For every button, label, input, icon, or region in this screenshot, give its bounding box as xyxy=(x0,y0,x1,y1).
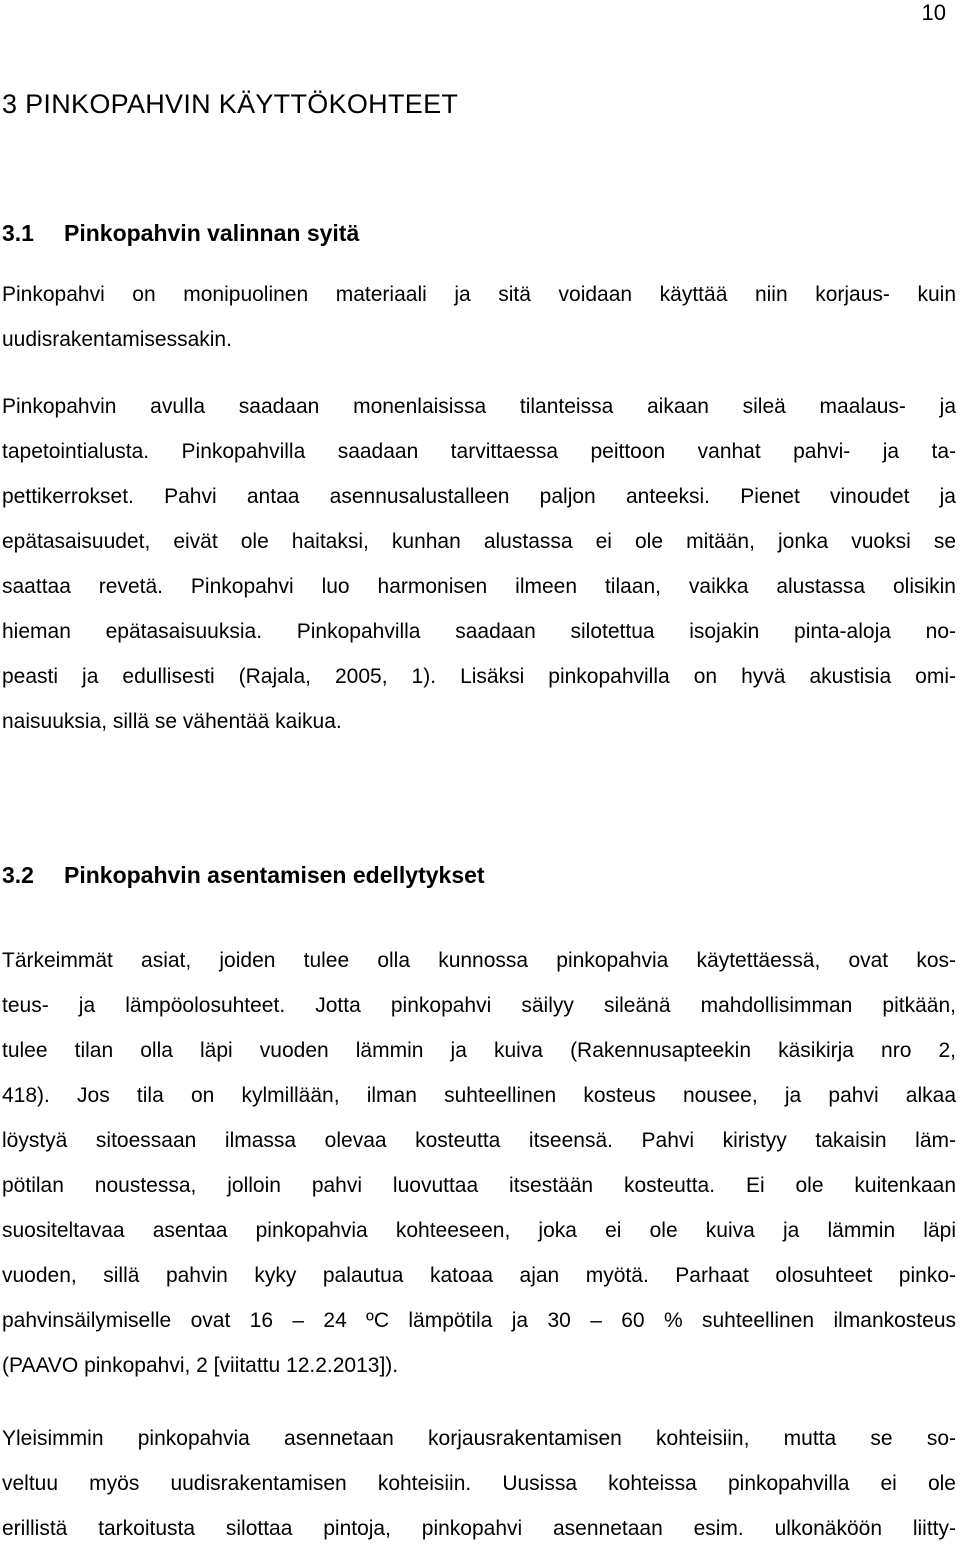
page-number: 10 xyxy=(921,0,946,25)
paragraph xyxy=(2,272,956,362)
text-line: teus- ja lämpöolosuhteet. Jotta pinkopahvi säilyy sileänä mahdollisimman pitkään, xyxy=(2,994,956,1017)
text-line: uudisrakentamisessakin. xyxy=(2,328,232,351)
text-line: Yleisimmin pinkopahvia asennetaan korjausrakentamisen kohteisiin, mutta se so- xyxy=(2,1427,956,1450)
text-line: löystyä sitoessaan ilmassa olevaa kosteutta itseensä. Pahvi kiristyy takaisin läm- xyxy=(2,1129,956,1152)
text-line: 418). Jos tila on kylmillään, ilman suhteellinen kosteus nousee, ja pahvi alkaa xyxy=(2,1084,956,1107)
text-line: suositeltavaa asentaa pinkopahvia kohteeseen, joka ei ole kuiva ja lämmin läpi xyxy=(2,1219,956,1242)
chapter-title: 3 PINKOPAHVIN KÄYTTÖKOHTEET xyxy=(2,89,459,119)
text-line: erillistä tarkoitusta silottaa pintoja, pinkopahvi asennetaan esim. ulkonäköön liitty- xyxy=(2,1517,956,1540)
text-line: tulee tilan olla läpi vuoden lämmin ja kuiva (Rakennusapteekin käsikirja nro 2, xyxy=(2,1039,956,1062)
text-line: naisuuksia, sillä se vähentää kaikua. xyxy=(2,710,342,733)
text-line: peasti ja edullisesti (Rajala, 2005, 1). Lisäksi pinkopahvilla on hyvä akustisia omi- xyxy=(2,665,956,688)
text-line: pötilan noustessa, jolloin pahvi luovuttaa itsestään kosteutta. Ei ole kuitenkaan xyxy=(2,1174,956,1197)
section-title: Pinkopahvin valinnan syitä xyxy=(64,220,360,246)
section-number: 3.1 xyxy=(2,220,34,246)
section-heading-3-2 xyxy=(2,860,485,890)
text-line: (PAAVO pinkopahvi, 2 [viitattu 12.2.2013]). xyxy=(2,1354,399,1377)
text-line: Pinkopahvi on monipuolinen materiaali ja sitä voidaan käyttää niin korjaus- kuin xyxy=(2,283,956,306)
text-line: hieman epätasaisuuksia. Pinkopahvilla saadaan silotettua isojakin pinta-aloja no- xyxy=(2,620,956,643)
text-line: Pinkopahvin avulla saadaan monenlaisissa tilanteissa aikaan sileä maalaus- ja xyxy=(2,395,956,418)
text-line: epätasaisuudet, eivät ole haitaksi, kunhan alustassa ei ole mitään, jonka vuoksi se xyxy=(2,530,956,553)
paragraph xyxy=(2,938,956,1388)
text-line: tapetointialusta. Pinkopahvilla saadaan tarvittaessa peittoon vanhat pahvi- ja ta- xyxy=(2,440,956,463)
section-heading-3-1 xyxy=(2,218,359,248)
text-line: Tärkeimmät asiat, joiden tulee olla kunnossa pinkopahvia käytettäessä, ovat kos- xyxy=(2,949,956,972)
section-number: 3.2 xyxy=(2,862,34,888)
paragraph xyxy=(2,384,956,744)
paragraph xyxy=(2,1416,956,1551)
section-title: Pinkopahvin asentamisen edellytykset xyxy=(64,862,485,888)
text-line: saattaa revetä. Pinkopahvi luo harmonisen ilmeen tilaan, vaikka alustassa olisikin xyxy=(2,575,956,598)
text-line: veltuu myös uudisrakentamisen kohteisiin. Uusissa kohteissa pinkopahvilla ei ole xyxy=(2,1472,956,1495)
text-line: pahvinsäilymiselle ovat 16 – 24 ºC lämpötila ja 30 – 60 % suhteellinen ilmankosteus xyxy=(2,1309,956,1332)
text-line: vuoden, sillä pahvin kyky palautua katoaa ajan myötä. Parhaat olosuhteet pinko- xyxy=(2,1264,956,1287)
text-line: pettikerrokset. Pahvi antaa asennusalustalleen paljon anteeksi. Pienet vinoudet ja xyxy=(2,485,956,508)
